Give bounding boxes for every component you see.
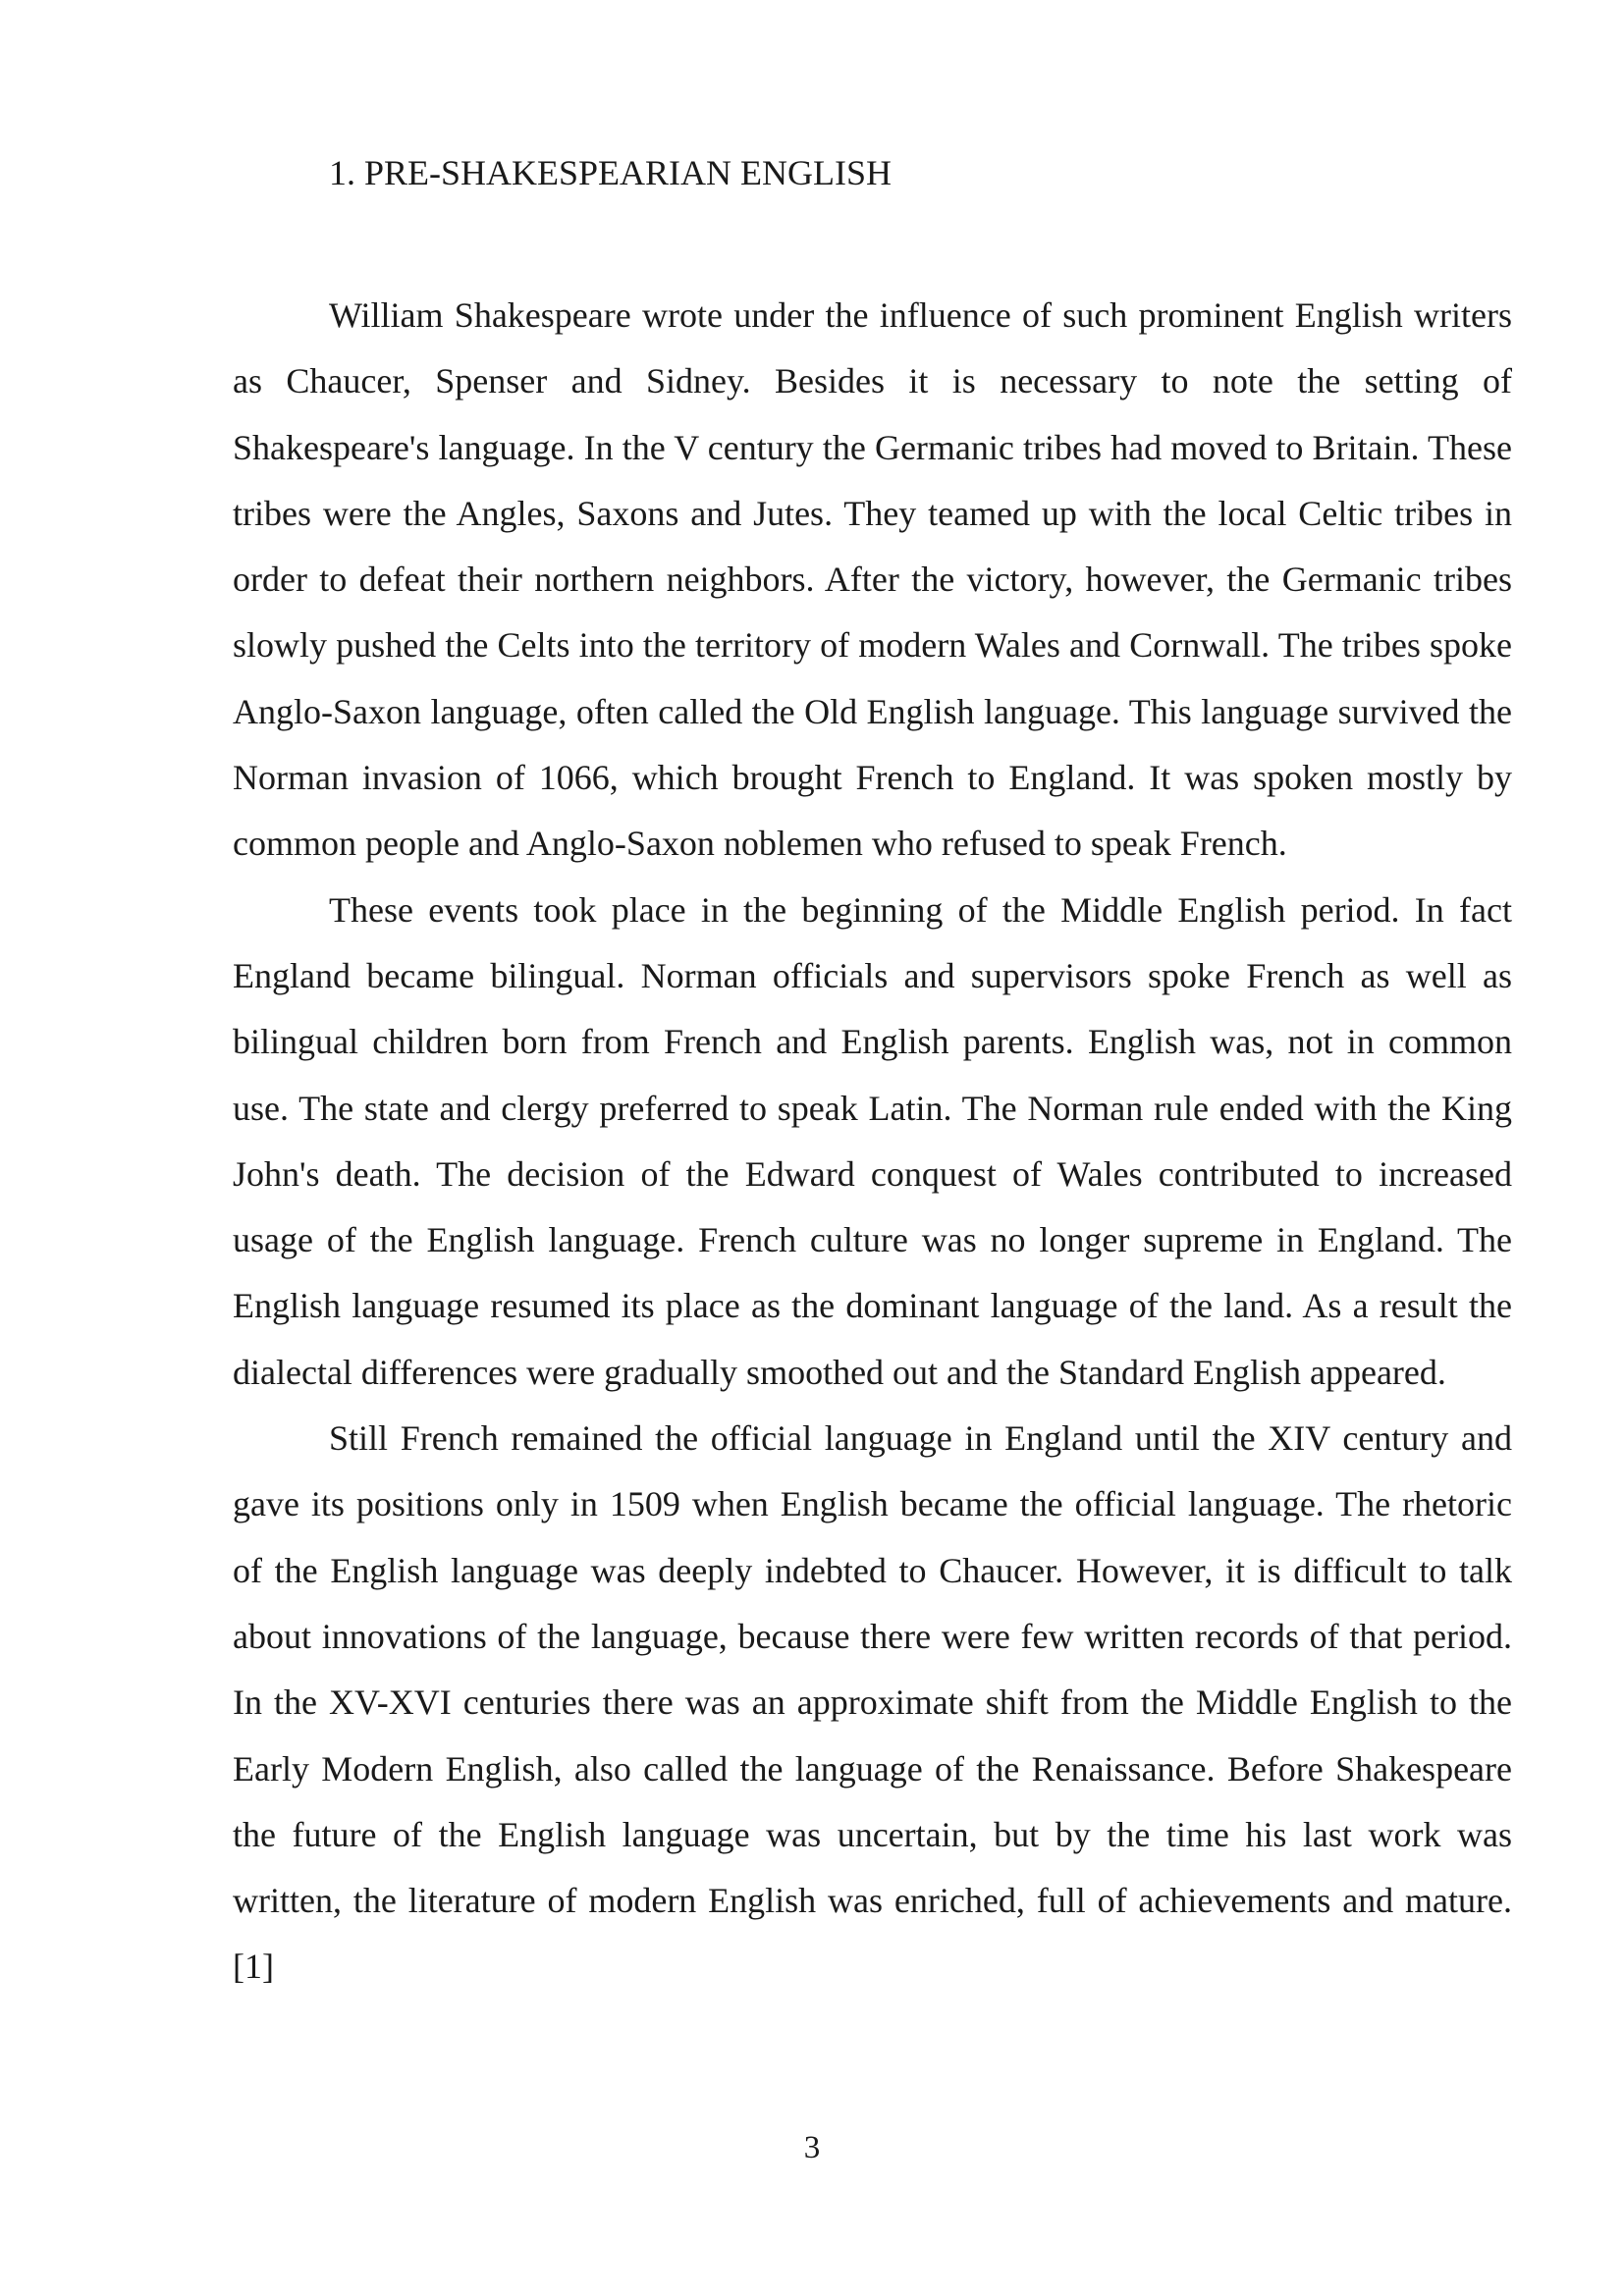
- paragraph-2: These events took place in the beginning of the Middle English period. In fact England became bilingual. Norman officials and supervisors spoke French as well as bilingual children born from French and English parents. English was, not in common use. The state and clergy preferred to speak Latin. The Norman rule ended with the King John's death. The decision of the Edward conquest of Wales contributed to increased usage of the English language. French culture was no longer supreme in England. The English language resumed its place as the dominant language of the land. As a result the dialectal differences were gradually smoothed out and the Standard English appeared.: [233, 889, 1512, 1392]
- paragraph-1: William Shakespeare wrote under the influence of such prominent English writers as Chaucer, Spenser and Sidney. Besides it is necessary to note the setting of Shakespeare's language. In the V century the Germanic tribes had moved to Britain. These tribes were the Angles, Saxons and Jutes. They teamed up with the local Celtic tribes in order to defeat their northern neighbors. After the victory, however, the Germanic tribes slowly pushed the Celts into the territory of modern Wales and Cornwall. The tribes spoke Anglo-Saxon language, often called the Old English language. This language survived the Norman invasion of 1066, which brought French to England. It was spoken mostly by common people and Anglo-Saxon noblemen who refused to speak French.: [233, 295, 1512, 864]
- body-text: [233, 283, 1512, 2001]
- paragraph-3: Still French remained the official language in England until the XIV century and gave its positions only in 1509 when English became the official language. The rhetoric of the English language was deeply indebted to Chaucer. However, it is difficult to talk about innovations of the language, because there were few written records of that period. In the XV-XVI centuries there was an approximate shift from the Middle English to the Early Modern English, also called the language of the Renaissance. Before Shakespeare the future of the English language was uncertain, but by the time his last work was written, the literature of modern English was enriched, full of achievements and mature. [1]: [233, 1418, 1512, 1987]
- page-number: 3: [803, 2130, 821, 2165]
- section-heading: 1. PRE-SHAKESPEARIAN ENGLISH: [329, 153, 893, 192]
